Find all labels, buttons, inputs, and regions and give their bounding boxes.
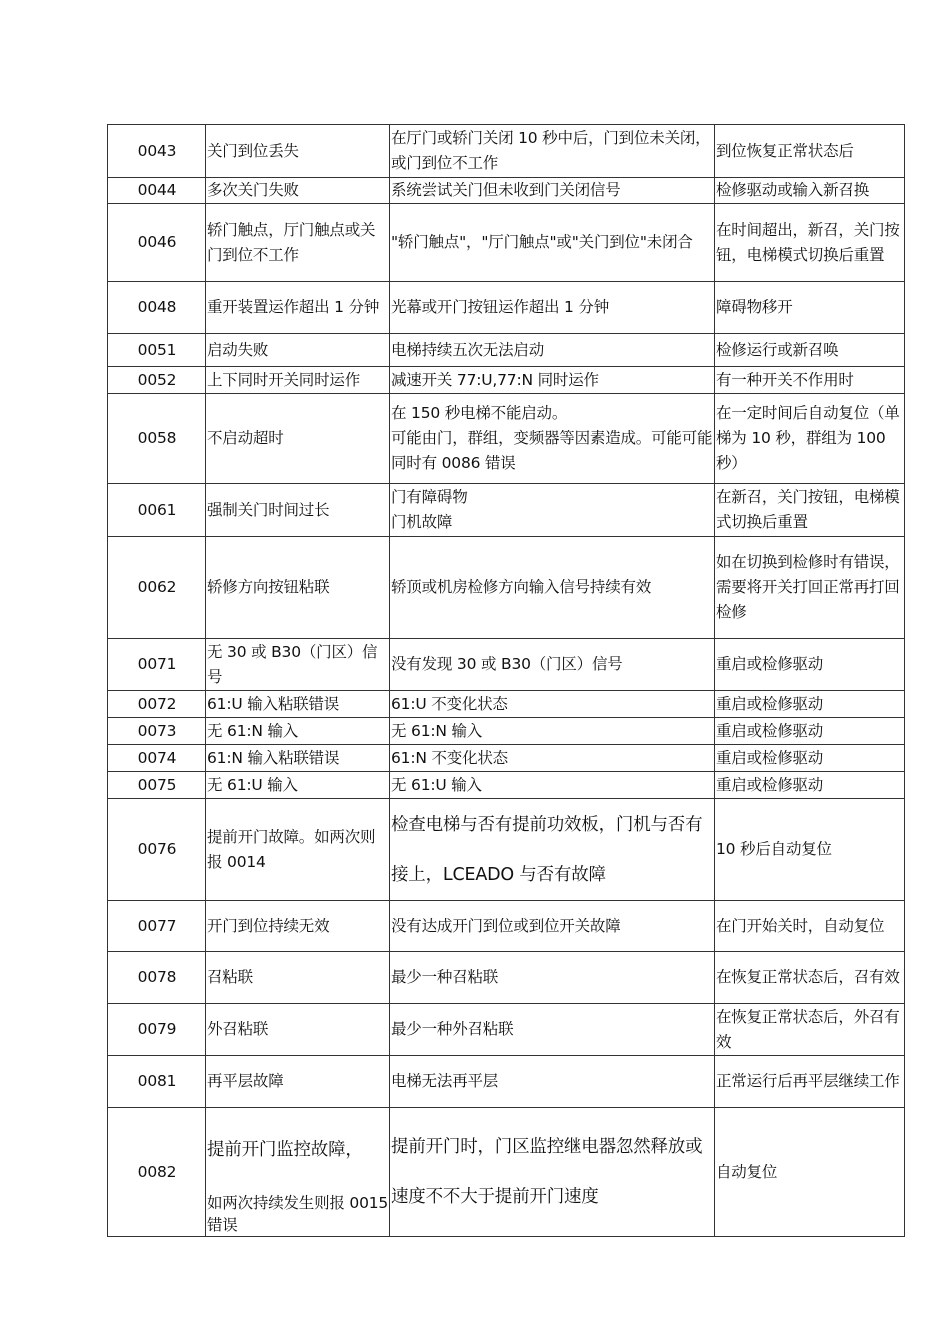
fault-name: 61:N 输入粘联错误	[206, 745, 390, 772]
fault-name: 上下同时开关同时运作	[206, 367, 390, 394]
fault-code: 0052	[108, 367, 206, 394]
fault-cause: 系统尝试关门但未收到门关闭信号	[390, 178, 715, 204]
table-row	[108, 799, 905, 901]
table-row	[108, 691, 905, 718]
fault-reset: 重启或检修驱动	[715, 772, 905, 799]
fault-cause: 最少一种召粘联	[390, 952, 715, 1004]
table-row	[108, 394, 905, 484]
fault-name: 强制关门时间过长	[206, 484, 390, 537]
fault-code: 0048	[108, 282, 206, 334]
fault-reset: 在恢复正常状态后，召有效	[715, 952, 905, 1004]
fault-name: 无 61:N 输入	[206, 718, 390, 745]
fault-code: 0081	[108, 1056, 206, 1108]
fault-cause: 门有障碍物 门机故障	[390, 484, 715, 537]
fault-name: 重开装置运作超出 1 分钟	[206, 282, 390, 334]
table-row	[108, 1056, 905, 1108]
fault-code: 0076	[108, 799, 206, 901]
table-row	[108, 1108, 905, 1237]
fault-name: 启动失败	[206, 334, 390, 367]
fault-name: 召粘联	[206, 952, 390, 1004]
fault-name: 轿修方向按钮粘联	[206, 537, 390, 639]
fault-reset: 检修运行或新召唤	[715, 334, 905, 367]
fault-code: 0078	[108, 952, 206, 1004]
table-row	[108, 901, 905, 952]
fault-cause: 61:U 不变化状态	[390, 691, 715, 718]
table-row	[108, 178, 905, 204]
table-row	[108, 367, 905, 394]
fault-reset: 10 秒后自动复位	[715, 799, 905, 901]
table-row	[108, 334, 905, 367]
table-row	[108, 537, 905, 639]
fault-name	[206, 1108, 390, 1237]
fault-cause: 没有达成开门到位或到位开关故障	[390, 901, 715, 952]
table-row	[108, 1004, 905, 1056]
fault-code: 0046	[108, 204, 206, 282]
table-row	[108, 772, 905, 799]
table-row	[108, 204, 905, 282]
fault-cause: 检查电梯与否有提前功效板，门机与否有接上，LCEADO 与否有故障	[390, 799, 715, 901]
fault-reset: 重启或检修驱动	[715, 718, 905, 745]
fault-name-line: 提前开门监控故障，	[207, 1140, 363, 1160]
fault-reset: 到位恢复正常状态后	[715, 125, 905, 178]
fault-reset: 在时间超出，新召，关门按钮，电梯模式切换后重置	[715, 204, 905, 282]
fault-reset: 重启或检修驱动	[715, 745, 905, 772]
fault-cause: 在 150 秒电梯不能启动。 可能由门，群组，变频器等因素造成。可能可能同时有 0086 错误	[390, 394, 715, 484]
fault-reset: 障碍物移开	[715, 282, 905, 334]
table-row	[108, 745, 905, 772]
table-row	[108, 282, 905, 334]
fault-cause: 提前开门时，门区监控继电器忽然释放或速度不不大于提前开门速度	[390, 1108, 715, 1237]
fault-cause: 电梯无法再平层	[390, 1056, 715, 1108]
fault-code: 0043	[108, 125, 206, 178]
fault-code: 0079	[108, 1004, 206, 1056]
fault-reset: 在新召，关门按钮，电梯模式切换后重置	[715, 484, 905, 537]
fault-code: 0077	[108, 901, 206, 952]
fault-cause: 没有发现 30 或 B30（门区）信号	[390, 639, 715, 691]
fault-cause: 电梯持续五次无法启动	[390, 334, 715, 367]
table-row	[108, 639, 905, 691]
fault-name: 外召粘联	[206, 1004, 390, 1056]
fault-code: 0062	[108, 537, 206, 639]
fault-name: 多次关门失败	[206, 178, 390, 204]
fault-cause: 最少一种外召粘联	[390, 1004, 715, 1056]
table-row	[108, 952, 905, 1004]
fault-reset: 在门开始关时，自动复位	[715, 901, 905, 952]
fault-code: 0058	[108, 394, 206, 484]
fault-cause: 光幕或开门按钮运作超出 1 分钟	[390, 282, 715, 334]
table-row	[108, 484, 905, 537]
fault-reset: 在一定时间后自动复位（单梯为 10 秒，群组为 100 秒）	[715, 394, 905, 484]
fault-name: 无 30 或 B30（门区）信号	[206, 639, 390, 691]
fault-code: 0061	[108, 484, 206, 537]
fault-name-line: 如两次持续发生则报 0015 错误	[207, 1194, 389, 1234]
fault-reset: 重启或检修驱动	[715, 691, 905, 718]
fault-cause: 轿顶或机房检修方向输入信号持续有效	[390, 537, 715, 639]
table-row	[108, 718, 905, 745]
fault-reset: 重启或检修驱动	[715, 639, 905, 691]
fault-code: 0082	[108, 1108, 206, 1237]
fault-code: 0051	[108, 334, 206, 367]
fault-cause: 在厅门或轿门关闭 10 秒中后，门到位未关闭，或门到位不工作	[390, 125, 715, 178]
fault-cause: "轿门触点"，"厅门触点"或"关门到位"未闭合	[390, 204, 715, 282]
fault-name: 61:U 输入粘联错误	[206, 691, 390, 718]
fault-reset: 在恢复正常状态后，外召有效	[715, 1004, 905, 1056]
fault-name: 不启动超时	[206, 394, 390, 484]
table-row	[108, 125, 905, 178]
fault-reset: 正常运行后再平层继续工作	[715, 1056, 905, 1108]
fault-cause: 无 61:N 输入	[390, 718, 715, 745]
fault-reset: 有一种开关不作用时	[715, 367, 905, 394]
fault-name: 无 61:U 输入	[206, 772, 390, 799]
fault-name: 开门到位持续无效	[206, 901, 390, 952]
fault-code: 0071	[108, 639, 206, 691]
fault-name: 轿门触点，厅门触点或关门到位不工作	[206, 204, 390, 282]
fault-code: 0073	[108, 718, 206, 745]
fault-cause: 61:N 不变化状态	[390, 745, 715, 772]
fault-reset: 自动复位	[715, 1108, 905, 1237]
fault-code-table	[107, 124, 905, 1237]
fault-reset: 检修驱动或输入新召换	[715, 178, 905, 204]
fault-code: 0074	[108, 745, 206, 772]
fault-name: 关门到位丢失	[206, 125, 390, 178]
fault-reset: 如在切换到检修时有错误，需要将开关打回正常再打回检修	[715, 537, 905, 639]
fault-name: 提前开门故障。如两次则报 0014	[206, 799, 390, 901]
fault-code: 0044	[108, 178, 206, 204]
fault-cause: 无 61:U 输入	[390, 772, 715, 799]
fault-cause: 减速开关 77:U,77:N 同时运作	[390, 367, 715, 394]
fault-code: 0072	[108, 691, 206, 718]
fault-code: 0075	[108, 772, 206, 799]
fault-name: 再平层故障	[206, 1056, 390, 1108]
